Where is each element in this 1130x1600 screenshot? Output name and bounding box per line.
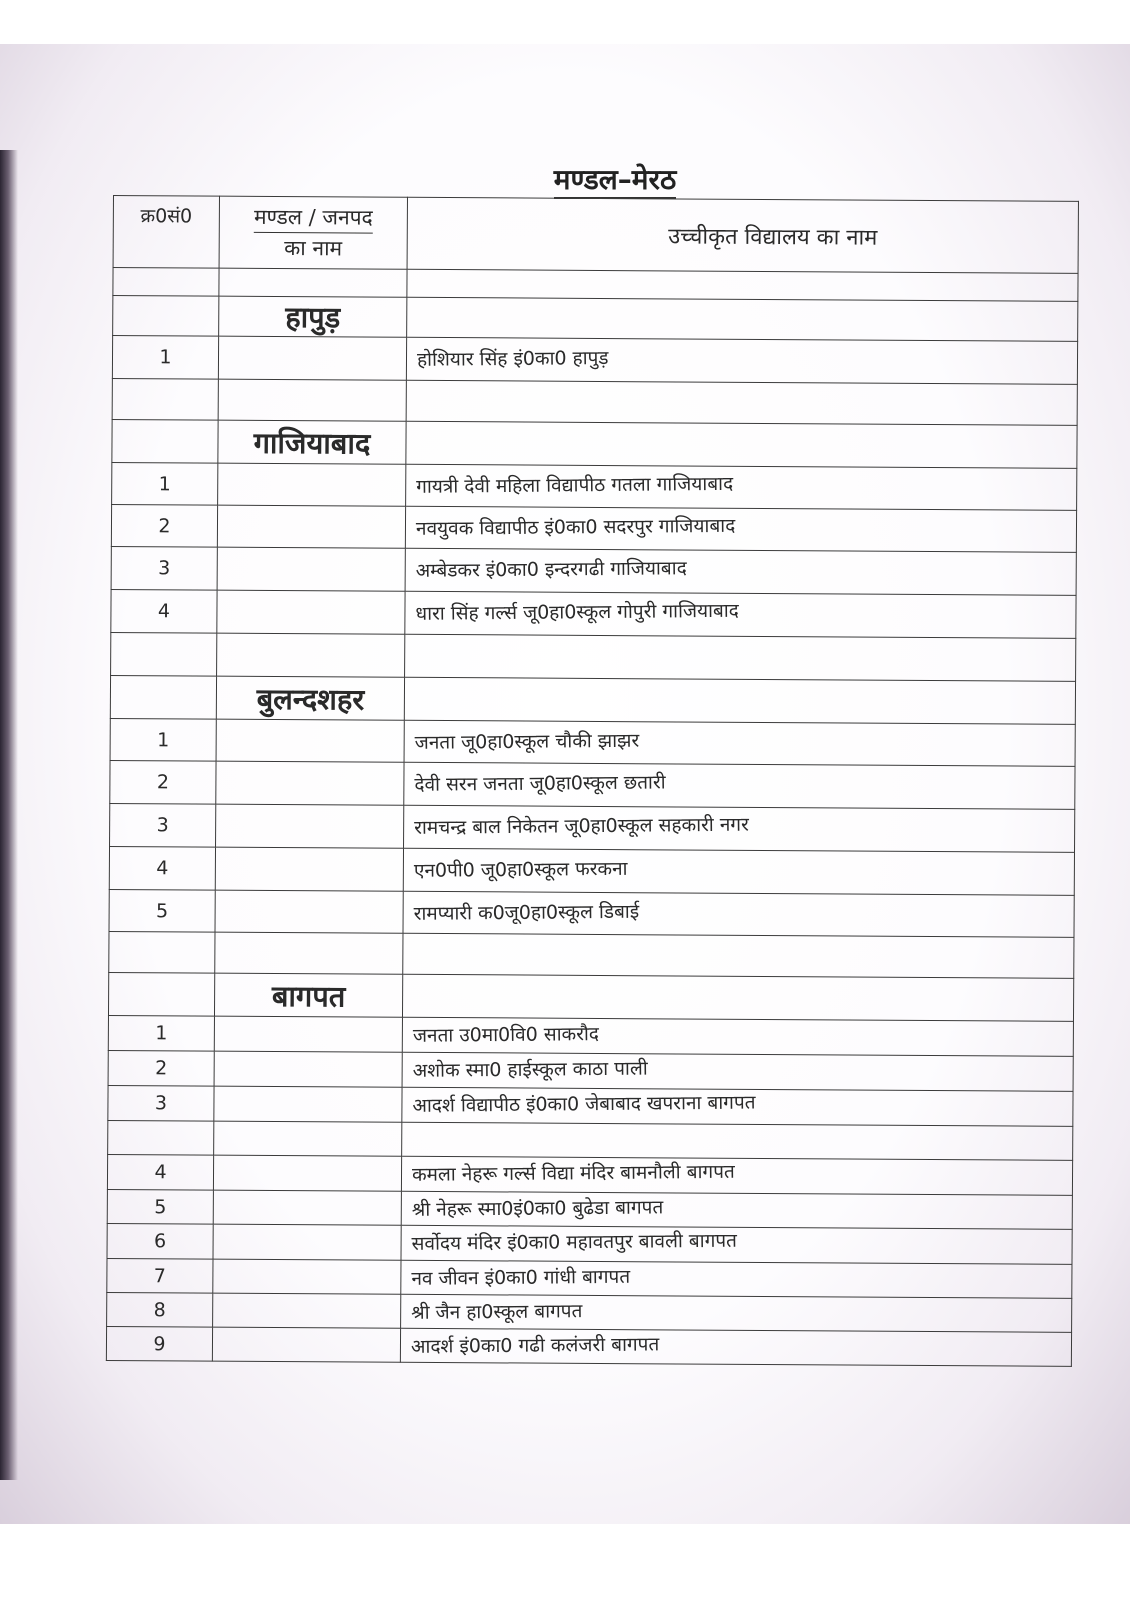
serial-header: क्र0सं0 (113, 196, 219, 269)
bottom-margin (0, 1524, 1130, 1600)
table-row (111, 504, 1076, 552)
table-row (112, 336, 1077, 385)
table-row (111, 546, 1076, 595)
table-row (108, 1085, 1073, 1126)
school-name: एन0पी0 जू0हा0स्कूल फरकना (403, 848, 1074, 895)
school-name: आदर्श विद्यापीठ इं0का0 जेबाबाद खपराना बागपत (402, 1087, 1073, 1126)
blank-row (111, 632, 1076, 681)
table-row (110, 718, 1075, 766)
school-name: जनता उ0मा0वि0 साकरौद (402, 1017, 1073, 1056)
table-row (108, 1015, 1073, 1056)
school-name: आदर्श इं0का0 गढी कलंजरी बागपत (400, 1328, 1071, 1366)
serial-number: 4 (109, 846, 215, 890)
district-row-baghpat (108, 972, 1073, 1021)
school-name: रामप्यारी क0जू0हा0स्कूल डिबाई (403, 891, 1074, 937)
serial-number: 6 (107, 1223, 213, 1259)
table-row (109, 889, 1074, 937)
district-name: बागपत (214, 973, 402, 1017)
serial-number: 1 (108, 1015, 214, 1051)
blank-row (109, 931, 1074, 978)
serial-number: 3 (108, 1085, 214, 1121)
table-row (107, 1154, 1072, 1195)
district-name: बुलन्दशहर (216, 676, 404, 720)
table-row (106, 1326, 1071, 1366)
serial-number: 1 (112, 462, 218, 505)
district-header (219, 196, 407, 269)
school-header: उच्चीकृत विद्यालय का नाम (407, 197, 1078, 273)
serial-number: 1 (112, 336, 218, 380)
school-name: नवयुवक विद्यापीठ इं0का0 सदरपुर गाजियाबाद (405, 506, 1076, 552)
serial-number: 1 (110, 718, 216, 761)
serial-number: 8 (107, 1292, 213, 1327)
page-title: मण्डल–मेरठ (50, 160, 1130, 198)
district-row-bulandshahr (110, 675, 1075, 724)
table-row (110, 760, 1075, 809)
serial-number: 3 (111, 546, 217, 590)
school-name: धारा सिंह गर्ल्स जू0हा0स्कूल गोपुरी गाजियाबाद (405, 591, 1076, 638)
page-edge-shadow (0, 150, 18, 1480)
school-name: श्री जैन हा0स्कूल बागपत (401, 1294, 1072, 1332)
serial-number: 2 (108, 1050, 214, 1086)
table-row (108, 1050, 1073, 1091)
top-margin (0, 0, 1130, 44)
district-name: हापुड़ (219, 296, 407, 337)
serial-number: 7 (107, 1258, 213, 1293)
header-row (113, 196, 1078, 274)
serial-number: 2 (110, 760, 216, 804)
school-name: कमला नेहरू गर्ल्स विद्या मंदिर बामनौली बागपत (401, 1156, 1072, 1195)
table-row (112, 462, 1077, 510)
school-name: गायत्री देवी महिला विद्यापीठ गतला गाजियाबाद (406, 464, 1077, 510)
table-row (110, 803, 1075, 852)
school-name: देवी सरन जनता जू0हा0स्कूल छतारी (404, 762, 1075, 809)
table-row (107, 1223, 1072, 1264)
serial-number: 4 (111, 589, 217, 633)
table-row (111, 589, 1076, 638)
serial-number: 3 (110, 803, 216, 847)
school-name: रामचन्द्र बाल निकेतन जू0हा0स्कूल सहकारी नगर (404, 805, 1075, 852)
district-row-hapur (113, 296, 1078, 342)
serial-number: 4 (107, 1154, 213, 1190)
blank-row (112, 378, 1077, 425)
district-row-ghaziabad (112, 419, 1077, 468)
district-header-line1: मण्डल / जनपद (254, 202, 373, 234)
school-name: जनता जू0हा0स्कूल चौकी झाझर (404, 720, 1075, 766)
school-name: श्री नेहरू स्मा0इं0का0 बुढेडा बागपत (401, 1191, 1072, 1229)
school-name: नव जीवन इं0का0 गांधी बागपत (401, 1260, 1072, 1298)
school-name: होशियार सिंह इं0का0 हापुड़ (406, 337, 1077, 384)
serial-number: 5 (109, 889, 215, 932)
serial-number: 9 (106, 1326, 212, 1361)
school-name: अशोक स्मा0 हाईस्कूल काठा पाली (402, 1052, 1073, 1091)
school-name: सर्वोदय मंदिर इं0का0 महावतपुर बावली बागपत (401, 1225, 1072, 1264)
school-list-table (106, 195, 1079, 1367)
serial-number: 5 (107, 1189, 213, 1224)
school-name: अम्बेडकर इं0का0 इन्दरगढी गाजियाबाद (405, 548, 1076, 595)
district-name: गाजियाबाद (218, 420, 406, 464)
table-row (109, 846, 1074, 895)
district-header-line2: का नाम (284, 236, 343, 261)
serial-number: 2 (111, 504, 217, 547)
